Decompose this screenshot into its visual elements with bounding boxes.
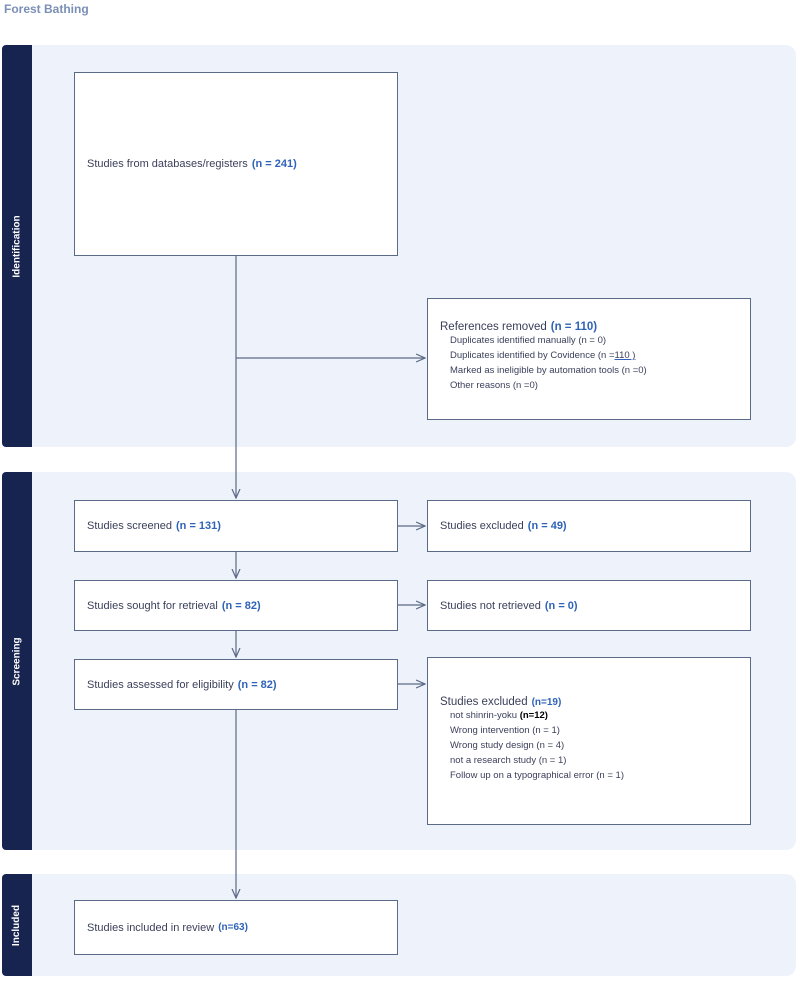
removed-item: Duplicates identified by Covidence (n =110 ): [450, 350, 636, 361]
excluded-reason: not shinrin-yoku (n=12): [450, 710, 548, 721]
sought-box: Studies sought for retrieval (n = 82): [74, 580, 398, 631]
excluded-eligibility-box: Studies excluded (n=19) not shinrin-yoku (n=12) Wrong intervention (n = 1) Wrong study design (n = 4) not a research study (n = 1) Follow up on a typographical error (n = 1): [427, 657, 751, 825]
screened-box: Studies screened (n = 131): [74, 500, 398, 552]
identification-phase-label: Identification: [11, 214, 23, 278]
databases-box: Studies from databases/registers (n = 241): [74, 72, 398, 256]
excluded-reason: Follow up on a typographical error (n = 1): [450, 770, 624, 781]
included-phase-label: Included: [11, 904, 23, 946]
references-removed-box: References removed (n = 110) Duplicates identified manually (n = 0) Duplicates identified by Covidence (n =110 ) Marked as ineligible by automation tools (n =0) Other reasons (n =0): [427, 298, 751, 420]
assessed-box: Studies assessed for eligibility (n = 82): [74, 659, 398, 710]
excluded-screen-box: Studies excluded (n = 49): [427, 500, 751, 552]
removed-item: Marked as ineligible by automation tools (n =0): [450, 365, 647, 376]
not-retrieved-box: Studies not retrieved (n = 0): [427, 580, 751, 631]
included-box: Studies included in review (n=63): [74, 900, 398, 955]
removed-item: Duplicates identified manually (n = 0): [450, 335, 607, 346]
excluded-reason: Wrong intervention (n = 1): [450, 725, 560, 736]
excluded-reason: not a research study (n = 1): [450, 755, 567, 766]
screening-phase-label: Screening: [11, 636, 23, 686]
removed-item: Other reasons (n =0): [450, 380, 538, 391]
diagram-title: Forest Bathing: [4, 2, 89, 16]
excluded-reason: Wrong study design (n = 4): [450, 740, 565, 751]
